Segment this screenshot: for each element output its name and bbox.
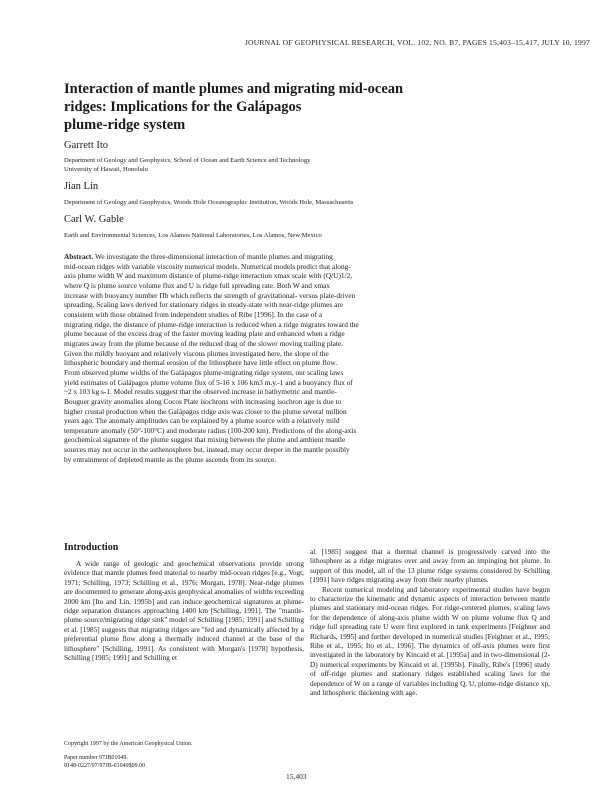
affiliation-line: Earth and Environmental Sciences, Los Alamos National Laboratories, Los Alamos, New Mexico xyxy=(64,232,322,239)
abstract-line: mid-ocean ridges with variable viscosity numerical models. Numerical models predict that along- xyxy=(64,261,351,271)
abstract-line: by entrainment of depleted mantle as the plume ascends from its source. xyxy=(64,454,277,464)
abstract-line: sources may not occur in the asthenosphere but, instead, may occur deeper in the mantle possibly xyxy=(64,445,350,455)
abstract-lead: Abstract. xyxy=(64,252,94,261)
abstract-line: higher crustal production when the Galápagos ridge axis was closer to the plume several million xyxy=(64,406,347,416)
paragraph: A wide range of geologic and geochemical observations provide strong evidence that mantle plumes feed material to nearby mid-ocean ridges [e.g., Vogt, 1971; Schilling, 1973; Schilling et al., 1976; Morgan, 1978]. Near-ridge plumes are documented to generate along-axis geophysical anomalies of widths exceeding 2000 km [Ito and Lin, 1995b] and can induce geochemical signatures at plume-ridge separation distances approaching 1400 km [Schilling, 1991]. The "mantle-plume source/migrating ridge sink" model of Schilling [1985; 1991] and Schilling et al. [1985] suggests that migrating ridges are "fed and dynamically affected by a preferential plume flow along a thermally induced channel at the base of the lithosphere" [Schilling, 1991]. As consistent with Morgan's [1978] hypothesis, Schilling [1985; 1991] and Schilling et xyxy=(64,560,304,663)
abstract-line: migrating ridge, the distance of plume-ridge interaction is reduced when a ridge migrates toward the xyxy=(64,319,359,329)
abstract-line: where Q is plume source volume flux and U is ridge full spreading rate. Both W and xmax xyxy=(64,280,331,290)
author-affiliation xyxy=(64,156,534,174)
abstract-line: yield estimates of Galápagos plume volume flux of 5-16 x 106 km3 m.y.-1 and a buoyancy flux of xyxy=(64,377,353,387)
affiliation-line: Department of Geology and Geophysics, Woods Hole Oceanographic Institution, Woods Hole, Massachusetts xyxy=(64,199,354,206)
title-line: Interaction of mantle plumes and migrating mid-ocean xyxy=(64,81,404,97)
author-name: Garrett Ito xyxy=(64,140,109,151)
left-column xyxy=(64,560,304,663)
copyright-notice xyxy=(64,740,304,770)
paper-code: 0148-0227/97/97JB-01049$09.00 xyxy=(64,763,146,769)
abstract-line: lithospheric boundary and thermal erosion of the lithosphere have little effect on plume flow. xyxy=(64,358,338,368)
abstract-line: From observed plume widths of the Galápagos plume-migrating ridge system, our scaling laws xyxy=(64,367,344,377)
copyright-line: Copyright 1997 by the American Geophysical Union. xyxy=(64,741,193,747)
title-line: plume-ridge system xyxy=(64,117,186,133)
abstract-line xyxy=(64,252,546,262)
abstract-line: ~2 x 103 kg s-1. Model results suggest that the observed increase in bathymetric and mantle- xyxy=(64,387,337,397)
abstract-line: Given the mildly buoyant and relatively viscous plumes investigated here, the slope of the xyxy=(64,348,329,358)
abstract-line: migrates away from the plume because of the reduced drag of the slower moving trailing plate. xyxy=(64,338,343,348)
author-affiliation xyxy=(64,198,534,207)
abstract-line: plume because of the excess drag of the faster moving leading plate and enhanced when a ridge xyxy=(64,329,345,339)
title-line: ridges: Implications for the Galápagos xyxy=(64,99,302,115)
author-name: Carl W. Gable xyxy=(64,214,124,225)
page-number: 15,403 xyxy=(286,772,307,781)
abstract-line: years ago. The anomaly amplitudes can be explained by a plume source with a relatively mild xyxy=(64,416,340,426)
affiliation-line: Department of Geology and Geophysics, School of Ocean and Earth Science and Technology xyxy=(64,157,311,164)
abstract-text: We investigate the three-dimensional interaction of mantle plumes and migrating xyxy=(95,252,333,261)
paper-title xyxy=(64,80,544,134)
abstract xyxy=(64,252,546,464)
author-affiliation xyxy=(64,231,534,240)
section-heading: Introduction xyxy=(64,542,119,553)
abstract-line: geochemical signature of the plume suggest that mixing between the plume and ambient mantle xyxy=(64,435,346,445)
abstract-line: Bouguer gravity anomalies along Cocos Plate isochrons with increasing isochron age is due to xyxy=(64,396,342,406)
paragraph: al. [1985] suggest that a thermal channel is progressively carved into the lithosphere as a ridge migrates over and away from an impinging hot plume. In support of this model, all of the 13 plume ridge systems considered by Schilling [1991] have ridges migrating away from their nearby plumes. xyxy=(310,548,550,585)
right-column xyxy=(310,548,550,699)
paper-number: Paper number 97JB01049. xyxy=(64,755,128,761)
journal-header: JOURNAL OF GEOPHYSICAL RESEARCH, VOL. 102, NO. B7, PAGES 15,403–15,417, JULY 10, 1997 xyxy=(244,38,590,47)
abstract-line: axis plume width W and maximum distance of plume-ridge interaction xmax scale with (Q/U)1/2, xyxy=(64,271,353,281)
abstract-line: temperature anomaly (50°-100°C) and moderate radius (100-200 km). Predictions of the along-axis xyxy=(64,425,357,435)
author-name: Jian Lin xyxy=(64,181,99,192)
abstract-line: spreading. Scaling laws derived for stationary ridges in steady-state with near-ridge plumes are xyxy=(64,300,344,310)
abstract-line: consistent with those obtained from independent studies of Ribe [1996]. In the case of a xyxy=(64,309,322,319)
paragraph: Recent numerical modeling and laboratory experimental studies have begun to characterize the kinematic and dynamic aspects of interaction between mantle plumes and stationary mid-ocean ridges. For ridge-centered plumes, scaling laws for the dependence of along-axis plume width W on plume volume flux Q and ridge full spreading rate U were first explored in tank experiments [Feighner and Richards, 1995] and further developed in numerical studies [Feighner et al., 1995; Ribe et al., 1995; Ito et al., 1996]. The dynamics of off-axis plumes were first investigated in the laboratory by Kincaid et al. [1995a] and in two-dimensional (2-D) numerical experiments by Kincaid et al. [1995b]. Finally, Ribe's [1996] study of off-ridge plumes and stationary ridges established scaling laws for the dependence of W on a range of variables including Q, U, plume-ridge distance xp, and lithospheric thickening with age. xyxy=(310,585,550,698)
abstract-line: increase with buoyancy number Πb which reflects the strength of gravitational- versus plate-driven xyxy=(64,290,356,300)
affiliation-line: University of Hawaii, Honolulu xyxy=(64,166,148,173)
